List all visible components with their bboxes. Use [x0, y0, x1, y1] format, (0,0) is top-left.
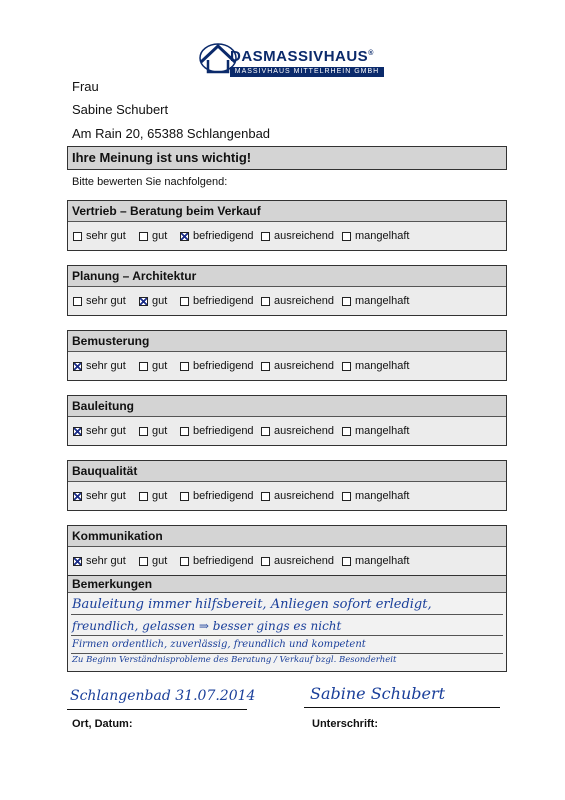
rating-option[interactable]: [73, 295, 126, 307]
rating-option[interactable]: [180, 230, 254, 242]
category-title: Bauleitung: [68, 396, 506, 417]
place-date-line: [67, 709, 247, 710]
option-label: sehr gut: [86, 425, 126, 437]
option-label: ausreichend: [274, 360, 334, 372]
company-logo: [198, 40, 518, 88]
rating-option[interactable]: [342, 360, 409, 372]
option-label: ausreichend: [274, 555, 334, 567]
remarks-line: Bauleitung immer hilfsbereit, Anliegen sofort erledigt,: [72, 597, 432, 612]
option-label: sehr gut: [86, 555, 126, 567]
option-label: befriedigend: [193, 295, 254, 307]
rating-category: [67, 460, 507, 511]
option-label: mangelhaft: [355, 295, 410, 307]
checkbox[interactable]: [180, 557, 189, 566]
checkbox[interactable]: [73, 427, 82, 436]
option-label: ausreichend: [274, 230, 334, 242]
checkbox[interactable]: [342, 362, 351, 371]
rating-option[interactable]: [139, 490, 167, 502]
rating-option[interactable]: [342, 555, 409, 567]
rating-option[interactable]: [139, 425, 167, 437]
rating-options: [68, 482, 506, 510]
rating-option[interactable]: [73, 360, 126, 372]
rating-option[interactable]: [342, 230, 409, 242]
checkbox[interactable]: [342, 297, 351, 306]
rating-options: [68, 547, 506, 575]
option-label: sehr gut: [86, 490, 126, 502]
checkbox[interactable]: [342, 492, 351, 501]
rating-option[interactable]: [139, 360, 167, 372]
category-title: Bemusterung: [68, 331, 506, 352]
recipient-salutation: Frau: [72, 79, 99, 94]
remarks-area: [68, 593, 506, 671]
remarks-rule: [71, 653, 503, 654]
checkbox[interactable]: [73, 557, 82, 566]
rating-option[interactable]: [139, 295, 167, 307]
category-title: Kommunikation: [68, 526, 506, 547]
rating-options: [68, 417, 506, 445]
signature-handwritten: Sabine Schubert: [310, 684, 446, 703]
remarks-line: freundlich, gelassen ⇒ besser gings es nicht: [72, 619, 342, 633]
option-label: ausreichend: [274, 425, 334, 437]
category-title: Bauqualität: [68, 461, 506, 482]
option-label: mangelhaft: [355, 555, 410, 567]
category-title: Vertrieb – Beratung beim Verkauf: [68, 201, 506, 222]
option-label: gut: [152, 425, 168, 437]
category-title: Planung – Architektur: [68, 266, 506, 287]
rating-category: [67, 200, 507, 251]
place-date-handwritten: Schlangenbad 31.07.2014: [70, 688, 256, 704]
option-label: gut: [152, 360, 168, 372]
rating-option[interactable]: [261, 295, 334, 307]
checkbox[interactable]: [180, 297, 189, 306]
rating-option[interactable]: [342, 490, 409, 502]
rating-option[interactable]: [261, 425, 334, 437]
checkbox[interactable]: [73, 297, 82, 306]
recipient-name: Sabine Schubert: [72, 102, 169, 117]
option-label: befriedigend: [193, 490, 254, 502]
intro-text: Bitte bewerten Sie nachfolgend:: [72, 176, 228, 188]
checkbox[interactable]: [139, 557, 148, 566]
remarks-title: Bemerkungen: [68, 576, 506, 593]
rating-option[interactable]: [73, 425, 126, 437]
checkbox[interactable]: [180, 362, 189, 371]
checkbox[interactable]: [261, 362, 270, 371]
checkbox[interactable]: [180, 232, 189, 241]
checkbox[interactable]: [73, 492, 82, 501]
rating-category: [67, 395, 507, 446]
checkbox[interactable]: [139, 362, 148, 371]
checkbox[interactable]: [139, 232, 148, 241]
option-label: mangelhaft: [355, 230, 410, 242]
rating-option[interactable]: [261, 555, 334, 567]
rating-options: [68, 287, 506, 315]
signature-label: Unterschrift:: [312, 718, 379, 730]
option-label: befriedigend: [193, 425, 254, 437]
checkbox[interactable]: [180, 492, 189, 501]
remarks-line: Zu Beginn Verständnisprobleme des Beratung / Verkauf bzgl. Besonderheit: [72, 655, 397, 665]
option-label: sehr gut: [86, 360, 126, 372]
checkbox[interactable]: [261, 427, 270, 436]
remarks-box: [67, 575, 507, 672]
checkbox[interactable]: [139, 297, 148, 306]
option-label: befriedigend: [193, 360, 254, 372]
checkbox[interactable]: [73, 232, 82, 241]
checkbox[interactable]: [342, 557, 351, 566]
rating-option[interactable]: [180, 360, 254, 372]
option-label: sehr gut: [86, 295, 126, 307]
rating-category: [67, 330, 507, 381]
checkbox[interactable]: [180, 427, 189, 436]
rating-options: [68, 222, 506, 250]
checkbox[interactable]: [139, 492, 148, 501]
rating-options: [68, 352, 506, 380]
option-label: sehr gut: [86, 230, 126, 242]
option-label: befriedigend: [193, 230, 254, 242]
rating-option[interactable]: [342, 425, 409, 437]
logo-wordmark: DASMASSIVHAUS®: [230, 48, 374, 65]
rating-option[interactable]: [73, 230, 126, 242]
option-label: gut: [152, 490, 168, 502]
rating-option[interactable]: [261, 360, 334, 372]
rating-category: [67, 265, 507, 316]
page-heading-box: [67, 146, 507, 170]
place-date-label: Ort, Datum:: [72, 718, 133, 730]
rating-option[interactable]: [342, 295, 409, 307]
rating-category: [67, 525, 507, 576]
option-label: ausreichend: [274, 295, 334, 307]
checkbox[interactable]: [73, 362, 82, 371]
option-label: mangelhaft: [355, 490, 410, 502]
rating-option[interactable]: [180, 295, 254, 307]
checkbox[interactable]: [261, 492, 270, 501]
checkbox[interactable]: [342, 232, 351, 241]
checkbox[interactable]: [261, 232, 270, 241]
checkbox[interactable]: [139, 427, 148, 436]
option-label: befriedigend: [193, 555, 254, 567]
checkbox[interactable]: [342, 427, 351, 436]
rating-option[interactable]: [261, 490, 334, 502]
rating-option[interactable]: [139, 230, 167, 242]
remarks-rule: [71, 635, 503, 636]
rating-option[interactable]: [180, 425, 254, 437]
signature-line: [304, 707, 500, 708]
rating-option[interactable]: [261, 230, 334, 242]
rating-option[interactable]: [139, 555, 167, 567]
option-label: gut: [152, 555, 168, 567]
checkbox[interactable]: [261, 557, 270, 566]
option-label: mangelhaft: [355, 425, 410, 437]
option-label: gut: [152, 295, 168, 307]
recipient-address: Am Rain 20, 65388 Schlangenbad: [72, 126, 271, 141]
logo-tagline: MASSIVHAUS MITTELRHEIN GMBH: [230, 67, 384, 77]
remarks-line: Firmen ordentlich, zuverlässig, freundlich und kompetent: [72, 639, 366, 650]
rating-option[interactable]: [73, 490, 126, 502]
rating-option[interactable]: [73, 555, 126, 567]
option-label: ausreichend: [274, 490, 334, 502]
rating-option[interactable]: [180, 490, 254, 502]
page-title: Ihre Meinung ist uns wichtig!: [68, 147, 506, 169]
remarks-rule: [71, 614, 503, 615]
option-label: gut: [152, 230, 168, 242]
option-label: mangelhaft: [355, 360, 410, 372]
rating-option[interactable]: [180, 555, 254, 567]
checkbox[interactable]: [261, 297, 270, 306]
